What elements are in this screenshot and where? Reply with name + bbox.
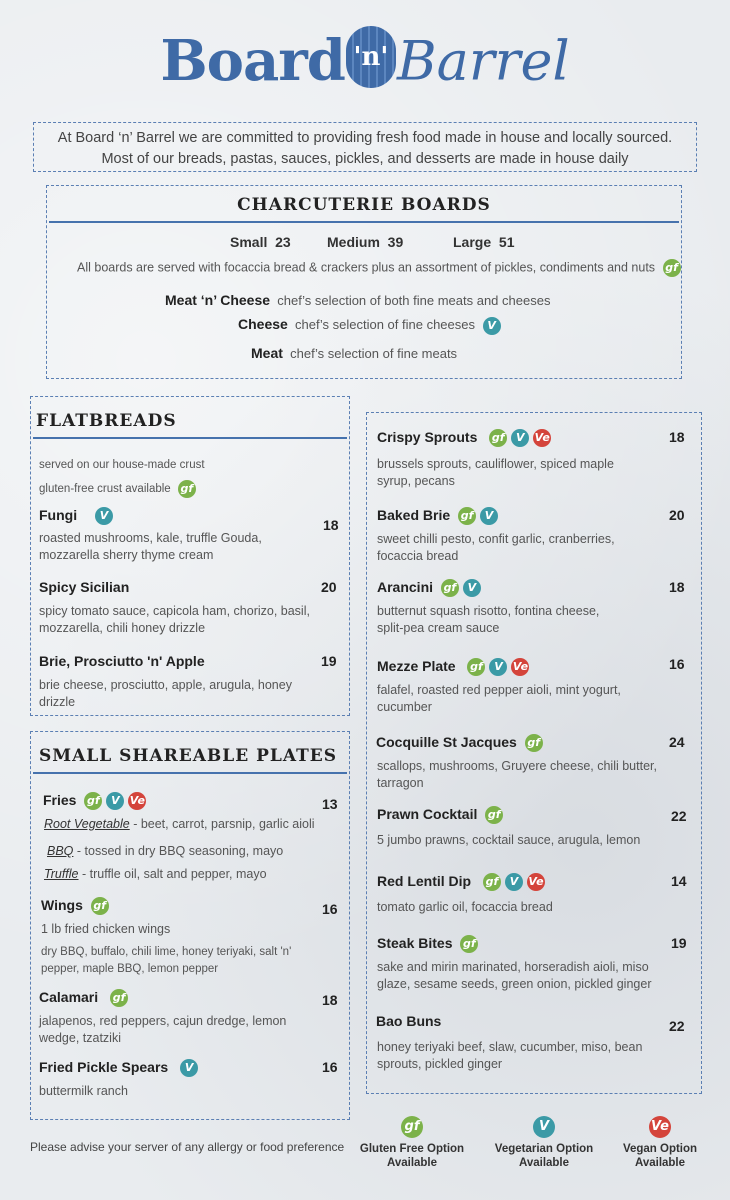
vegetarian-icon: V bbox=[505, 873, 523, 891]
gluten-free-icon: gf bbox=[485, 806, 503, 824]
legend-gluten-free bbox=[356, 1116, 468, 1170]
vegan-icon: Ve bbox=[649, 1116, 671, 1138]
item-spicy-sicilian-name: Spicy Sicilian bbox=[39, 579, 130, 595]
intro-line-2: Most of our breads, pastas, sauces, pickles, and desserts are made in house daily bbox=[101, 151, 629, 167]
item-bao-buns-desc: honey teriyaki beef, slaw, cucumber, miso, bean sprouts, pickled ginger bbox=[377, 1040, 643, 1071]
flatbreads-section bbox=[30, 396, 350, 716]
board-option-meat-cheese: Meat ‘n’ Cheese chef’s selection of both fine meats and cheeses bbox=[165, 292, 551, 308]
item-prawn-cocktail-price: 22 bbox=[671, 808, 687, 824]
gluten-free-icon: gf bbox=[663, 259, 681, 277]
item-steak-bites-price: 19 bbox=[671, 935, 687, 951]
item-red-lentil-dip-desc: tomato garlic oil, focaccia bread bbox=[377, 900, 553, 914]
item-bao-buns-price: 22 bbox=[669, 1018, 685, 1034]
size-small: Small 23 bbox=[230, 234, 291, 250]
charcuterie-section bbox=[46, 185, 682, 379]
board-option-meat: Meat chef’s selection of fine meats bbox=[251, 345, 458, 361]
gluten-free-icon: gf bbox=[458, 507, 476, 525]
item-calamari-name: Calamari gf bbox=[39, 989, 128, 1007]
item-fungi-desc: roasted mushrooms, kale, truffle Gouda, mozzarella sherry thyme cream bbox=[39, 531, 262, 562]
gluten-free-icon: gf bbox=[91, 897, 109, 915]
gluten-free-icon: gf bbox=[525, 734, 543, 752]
item-brie-prosciutto-price: 19 bbox=[321, 653, 337, 669]
item-cocquille-price: 24 bbox=[669, 734, 685, 750]
allergy-note: Please advise your server of any allergy or food preference bbox=[30, 1140, 345, 1154]
logo-barrel-n-icon: 'n' bbox=[346, 26, 396, 88]
item-fries-name: Fries gf V Ve bbox=[43, 792, 146, 810]
item-brie-prosciutto-desc: brie cheese, prosciutto, apple, arugula, honey drizzle bbox=[39, 678, 292, 709]
intro-box bbox=[33, 122, 697, 172]
flatbreads-note-gf: gluten-free crust available gf bbox=[39, 480, 196, 498]
small-plates-divider bbox=[33, 772, 347, 774]
legend-vegan-label: Vegan Option Available bbox=[622, 1143, 698, 1169]
item-mezze-plate-name: Mezze Plate gf V Ve bbox=[377, 658, 529, 676]
item-fungi-price: 18 bbox=[323, 517, 339, 533]
logo-barrel-text: Barrel bbox=[396, 29, 570, 93]
vegetarian-icon: V bbox=[533, 1116, 555, 1138]
item-bao-buns-name: Bao Buns bbox=[376, 1013, 442, 1029]
item-pickles-price: 16 bbox=[322, 1059, 338, 1075]
shareables-right-section bbox=[366, 412, 702, 1094]
vegetarian-icon: V bbox=[463, 579, 481, 597]
vegetarian-icon: V bbox=[483, 317, 501, 335]
item-baked-brie-price: 20 bbox=[669, 507, 685, 523]
charcuterie-divider bbox=[49, 221, 679, 223]
vegan-icon: Ve bbox=[527, 873, 545, 891]
vegetarian-icon: V bbox=[511, 429, 529, 447]
item-calamari-price: 18 bbox=[322, 992, 338, 1008]
logo-board-text: Board bbox=[160, 28, 345, 94]
item-baked-brie-desc: sweet chilli pesto, confit garlic, cranberries, focaccia bread bbox=[377, 532, 615, 563]
vegetarian-icon: V bbox=[106, 792, 124, 810]
item-red-lentil-dip-price: 14 bbox=[671, 873, 687, 889]
legend-gluten-free-label: Gluten Free Option Available bbox=[359, 1143, 465, 1169]
flatbreads-title: FLATBREADS bbox=[36, 411, 177, 431]
fries-variant-truffle: Truffle - truffle oil, salt and pepper, mayo bbox=[44, 867, 267, 881]
item-spicy-sicilian-price: 20 bbox=[321, 579, 337, 595]
flatbreads-note-crust: served on our house-made crust bbox=[39, 459, 205, 471]
intro-line-1: At Board ‘n’ Barrel we are committed to providing fresh food made in house and locally sourced. bbox=[57, 130, 673, 146]
legend-vegetarian bbox=[488, 1116, 600, 1170]
small-plates-section bbox=[30, 731, 350, 1120]
item-brie-prosciutto-name: Brie, Prosciutto 'n' Apple bbox=[39, 653, 205, 669]
item-baked-brie-name: Baked Brie gf V bbox=[377, 507, 498, 525]
item-crispy-sprouts-name: Crispy Sprouts gf V Ve bbox=[377, 429, 551, 447]
charcuterie-title: CHARCUTERIE BOARDS bbox=[237, 195, 491, 215]
vegetarian-icon: V bbox=[480, 507, 498, 525]
fries-variant-bbq: BBQ - tossed in dry BBQ seasoning, mayo bbox=[47, 844, 284, 858]
gluten-free-icon: gf bbox=[460, 935, 478, 953]
gluten-free-icon: gf bbox=[441, 579, 459, 597]
board-option-cheese: Cheese chef’s selection of fine cheeses V bbox=[238, 316, 501, 335]
gluten-free-icon: gf bbox=[178, 480, 196, 498]
item-calamari-desc: jalapenos, red peppers, cajun dredge, lemon wedge, tzatziki bbox=[39, 1014, 287, 1045]
item-arancini-name: Arancini gf V bbox=[377, 579, 481, 597]
item-prawn-cocktail-name: Prawn Cocktail gf bbox=[377, 806, 503, 824]
vegan-icon: Ve bbox=[128, 792, 146, 810]
item-mezze-plate-desc: falafel, roasted red pepper aioli, mint yogurt, cucumber bbox=[377, 683, 621, 714]
size-large: Large 51 bbox=[453, 234, 515, 250]
gluten-free-icon: gf bbox=[401, 1116, 423, 1138]
item-wings-price: 16 bbox=[322, 901, 338, 917]
vegan-icon: Ve bbox=[511, 658, 529, 676]
item-steak-bites-desc: sake and mirin marinated, horseradish aioli, miso glaze, sesame seeds, green onion, pickled ginger bbox=[377, 960, 652, 991]
item-red-lentil-dip-name: Red Lentil Dip gf V Ve bbox=[377, 873, 545, 891]
item-wings-name: Wings gf bbox=[41, 897, 109, 915]
item-spicy-sicilian-desc: spicy tomato sauce, capicola ham, chorizo, basil, mozzarella, chili honey drizzle bbox=[39, 604, 310, 635]
gluten-free-icon: gf bbox=[84, 792, 102, 810]
vegetarian-icon: V bbox=[489, 658, 507, 676]
size-medium: Medium 39 bbox=[327, 234, 404, 250]
small-plates-title: SMALL SHAREABLE PLATES bbox=[39, 746, 337, 766]
item-pickles-name: Fried Pickle Spears V bbox=[39, 1059, 198, 1077]
gluten-free-icon: gf bbox=[483, 873, 501, 891]
item-crispy-sprouts-price: 18 bbox=[669, 429, 685, 445]
item-arancini-price: 18 bbox=[669, 579, 685, 595]
vegetarian-icon: V bbox=[180, 1059, 198, 1077]
item-mezze-plate-price: 16 bbox=[669, 656, 685, 672]
item-crispy-sprouts-desc: brussels sprouts, cauliflower, spiced maple syrup, pecans bbox=[377, 457, 614, 488]
item-fries-price: 13 bbox=[322, 796, 338, 812]
item-arancini-desc: butternut squash risotto, fontina cheese, split-pea cream sauce bbox=[377, 604, 600, 635]
charcuterie-note: All boards are served with focaccia bread & crackers plus an assortment of pickles, condiments and nuts gf bbox=[77, 259, 681, 277]
vegetarian-icon: V bbox=[95, 507, 113, 525]
item-steak-bites-name: Steak Bites gf bbox=[377, 935, 478, 953]
gluten-free-icon: gf bbox=[110, 989, 128, 1007]
gluten-free-icon: gf bbox=[467, 658, 485, 676]
item-pickles-desc: buttermilk ranch bbox=[39, 1084, 128, 1098]
restaurant-logo bbox=[0, 28, 730, 108]
legend-vegetarian-label: Vegetarian Option Available bbox=[494, 1143, 594, 1169]
vegan-icon: Ve bbox=[533, 429, 551, 447]
item-cocquille-name: Cocquille St Jacques gf bbox=[376, 734, 543, 752]
gluten-free-icon: gf bbox=[489, 429, 507, 447]
flatbreads-divider bbox=[33, 437, 347, 439]
item-cocquille-desc: scallops, mushrooms, Gruyere cheese, chili butter, tarragon bbox=[377, 759, 657, 790]
item-fungi-name: Fungi V bbox=[39, 507, 113, 525]
legend-vegan bbox=[610, 1116, 710, 1170]
item-wings-flavors: dry BBQ, buffalo, chili lime, honey teriyaki, salt 'n' pepper, maple BBQ, lemon pepper bbox=[41, 946, 292, 975]
item-prawn-cocktail-desc: 5 jumbo prawns, cocktail sauce, arugula, lemon bbox=[377, 833, 641, 847]
fries-variant-root: Root Vegetable - beet, carrot, parsnip, garlic aioli bbox=[44, 817, 315, 831]
item-wings-desc: 1 lb fried chicken wings bbox=[41, 922, 171, 936]
